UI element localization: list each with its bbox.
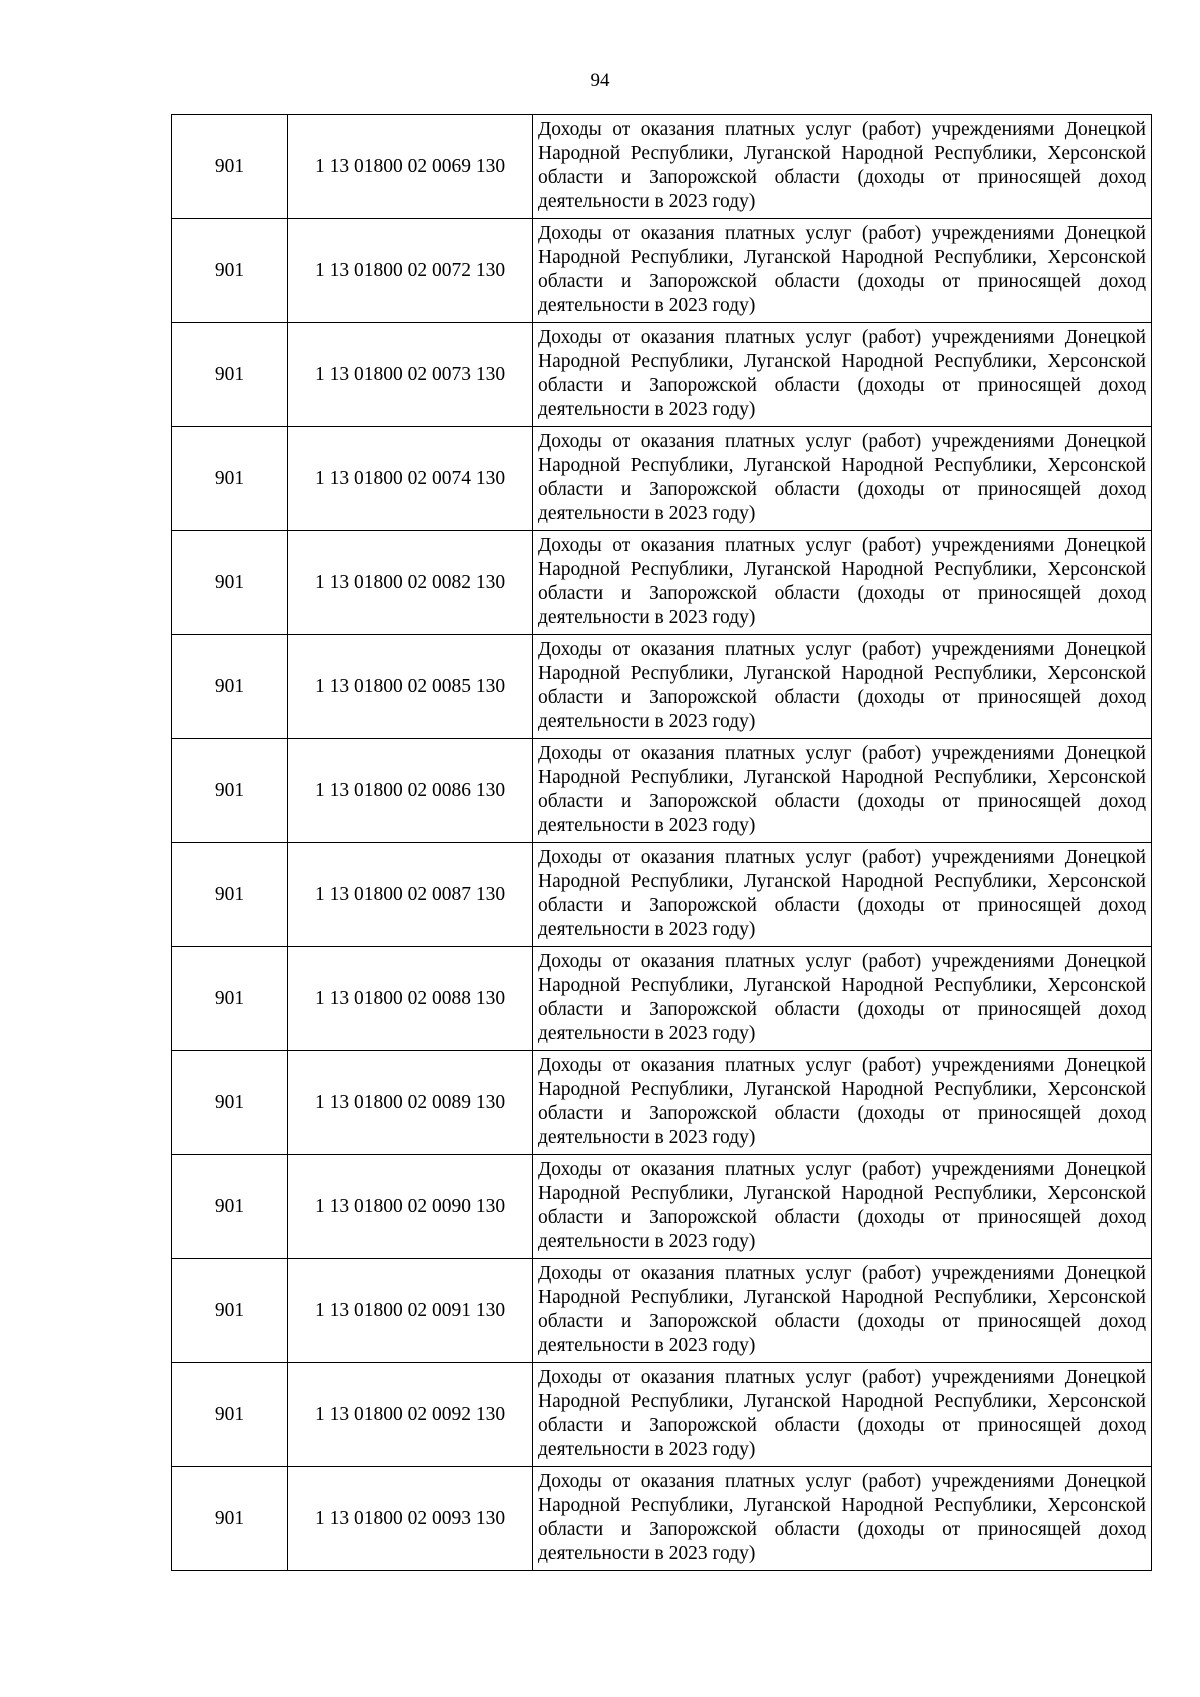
table-row [172, 1259, 1152, 1363]
table-row [172, 739, 1152, 843]
description-cell: Доходы от оказания платных услуг (работ) учреждениями Донецкой Народной Республики, Луганской Народной Республики, Херсонской области и Запорожской области (доходы от приносящей доход деятельности в 2023 году) [533, 635, 1152, 739]
budget-code-cell: 1 13 01800 02 0091 130 [288, 1259, 533, 1363]
table-row [172, 427, 1152, 531]
admin-code-cell: 901 [172, 739, 288, 843]
budget-code-cell: 1 13 01800 02 0090 130 [288, 1155, 533, 1259]
admin-code-cell: 901 [172, 1259, 288, 1363]
table-row [172, 635, 1152, 739]
table-row [172, 323, 1152, 427]
description-cell: Доходы от оказания платных услуг (работ) учреждениями Донецкой Народной Республики, Луганской Народной Республики, Херсонской области и Запорожской области (доходы от приносящей доход деятельности в 2023 году) [533, 947, 1152, 1051]
description-cell: Доходы от оказания платных услуг (работ) учреждениями Донецкой Народной Республики, Луганской Народной Республики, Херсонской области и Запорожской области (доходы от приносящей доход деятельности в 2023 году) [533, 219, 1152, 323]
budget-code-cell: 1 13 01800 02 0072 130 [288, 219, 533, 323]
budget-code-cell: 1 13 01800 02 0085 130 [288, 635, 533, 739]
admin-code-cell: 901 [172, 115, 288, 219]
budget-code-cell: 1 13 01800 02 0093 130 [288, 1467, 533, 1571]
admin-code-cell: 901 [172, 1363, 288, 1467]
table-row [172, 947, 1152, 1051]
budget-code-cell: 1 13 01800 02 0092 130 [288, 1363, 533, 1467]
description-cell: Доходы от оказания платных услуг (работ) учреждениями Донецкой Народной Республики, Луганской Народной Республики, Херсонской области и Запорожской области (доходы от приносящей доход деятельности в 2023 году) [533, 1259, 1152, 1363]
table-row [172, 531, 1152, 635]
table-row [172, 1155, 1152, 1259]
admin-code-cell: 901 [172, 323, 288, 427]
description-cell: Доходы от оказания платных услуг (работ) учреждениями Донецкой Народной Республики, Луганской Народной Республики, Херсонской области и Запорожской области (доходы от приносящей доход деятельности в 2023 году) [533, 1051, 1152, 1155]
admin-code-cell: 901 [172, 427, 288, 531]
description-cell: Доходы от оказания платных услуг (работ) учреждениями Донецкой Народной Республики, Луганской Народной Республики, Херсонской области и Запорожской области (доходы от приносящей доход деятельности в 2023 году) [533, 843, 1152, 947]
admin-code-cell: 901 [172, 1051, 288, 1155]
admin-code-cell: 901 [172, 1155, 288, 1259]
budget-code-cell: 1 13 01800 02 0089 130 [288, 1051, 533, 1155]
admin-code-cell: 901 [172, 219, 288, 323]
description-cell: Доходы от оказания платных услуг (работ) учреждениями Донецкой Народной Республики, Луганской Народной Республики, Херсонской области и Запорожской области (доходы от приносящей доход деятельности в 2023 году) [533, 115, 1152, 219]
admin-code-cell: 901 [172, 531, 288, 635]
budget-code-cell: 1 13 01800 02 0086 130 [288, 739, 533, 843]
table-row [172, 219, 1152, 323]
admin-code-cell: 901 [172, 843, 288, 947]
description-cell: Доходы от оказания платных услуг (работ) учреждениями Донецкой Народной Республики, Луганской Народной Республики, Херсонской области и Запорожской области (доходы от приносящей доход деятельности в 2023 году) [533, 427, 1152, 531]
budget-code-cell: 1 13 01800 02 0087 130 [288, 843, 533, 947]
description-cell: Доходы от оказания платных услуг (работ) учреждениями Донецкой Народной Республики, Луганской Народной Республики, Херсонской области и Запорожской области (доходы от приносящей доход деятельности в 2023 году) [533, 1363, 1152, 1467]
page-number: 94 [590, 70, 610, 91]
description-cell: Доходы от оказания платных услуг (работ) учреждениями Донецкой Народной Республики, Луганской Народной Республики, Херсонской области и Запорожской области (доходы от приносящей доход деятельности в 2023 году) [533, 739, 1152, 843]
table-row [172, 1363, 1152, 1467]
description-cell: Доходы от оказания платных услуг (работ) учреждениями Донецкой Народной Республики, Луганской Народной Республики, Херсонской области и Запорожской области (доходы от приносящей доход деятельности в 2023 году) [533, 1155, 1152, 1259]
description-cell: Доходы от оказания платных услуг (работ) учреждениями Донецкой Народной Республики, Луганской Народной Республики, Херсонской области и Запорожской области (доходы от приносящей доход деятельности в 2023 году) [533, 323, 1152, 427]
description-cell: Доходы от оказания платных услуг (работ) учреждениями Донецкой Народной Республики, Луганской Народной Республики, Херсонской области и Запорожской области (доходы от приносящей доход деятельности в 2023 году) [533, 1467, 1152, 1571]
table-row [172, 115, 1152, 219]
budget-code-cell: 1 13 01800 02 0088 130 [288, 947, 533, 1051]
description-cell: Доходы от оказания платных услуг (работ) учреждениями Донецкой Народной Республики, Луганской Народной Республики, Херсонской области и Запорожской области (доходы от приносящей доход деятельности в 2023 году) [533, 531, 1152, 635]
revenue-codes-table [171, 114, 1152, 1571]
budget-code-cell: 1 13 01800 02 0082 130 [288, 531, 533, 635]
admin-code-cell: 901 [172, 947, 288, 1051]
budget-code-cell: 1 13 01800 02 0073 130 [288, 323, 533, 427]
table-row [172, 1467, 1152, 1571]
budget-code-cell: 1 13 01800 02 0074 130 [288, 427, 533, 531]
admin-code-cell: 901 [172, 1467, 288, 1571]
admin-code-cell: 901 [172, 635, 288, 739]
budget-code-cell: 1 13 01800 02 0069 130 [288, 115, 533, 219]
table-row [172, 1051, 1152, 1155]
table-row [172, 843, 1152, 947]
table-body [172, 115, 1152, 1571]
